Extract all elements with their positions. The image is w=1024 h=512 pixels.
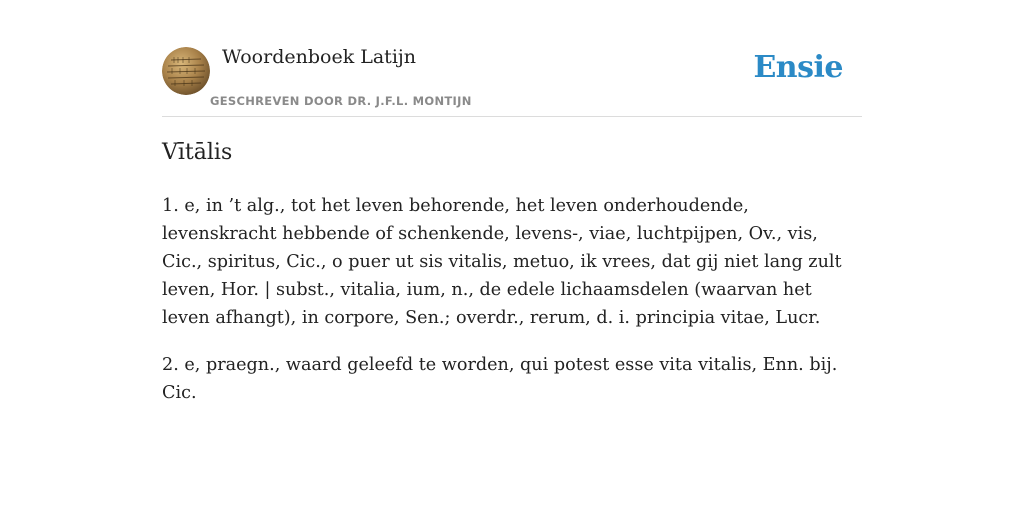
definition-2: 2. e, praegn., waard geleefd te worden, qui potest esse vita vitalis, Enn. bij. Cic. <box>162 355 838 403</box>
entry-headword <box>162 140 232 165</box>
headword-text: Vītālis <box>162 140 233 165</box>
definition-1: 1. e, in ’t alg., tot het leven behorende, het leven onderhoudende, levenskracht hebbende of schenkende, levens-, viae, luchtpijpen, Ov., vis, Cic., spiritus, Cic., o puer ut sis vitalis, metuo, ik vrees, dat gij niet lang zult leven, Hor. | subst., vitalia, ium, n., de edele lichaamsdelen (waarvan het leven afhangt), in corpore, Sen.; overdr., rerum, d. i. principia vitae, Lucr. <box>162 196 842 328</box>
page-header <box>162 40 862 117</box>
coin-inscription-icon[interactable] <box>162 47 210 95</box>
ensie-logo-link[interactable]: Ensie <box>753 50 843 85</box>
author-line: GESCHREVEN DOOR DR. J.F.L. MONTIJN <box>210 94 472 108</box>
dictionary-title[interactable]: Woordenboek Latijn <box>222 46 417 68</box>
